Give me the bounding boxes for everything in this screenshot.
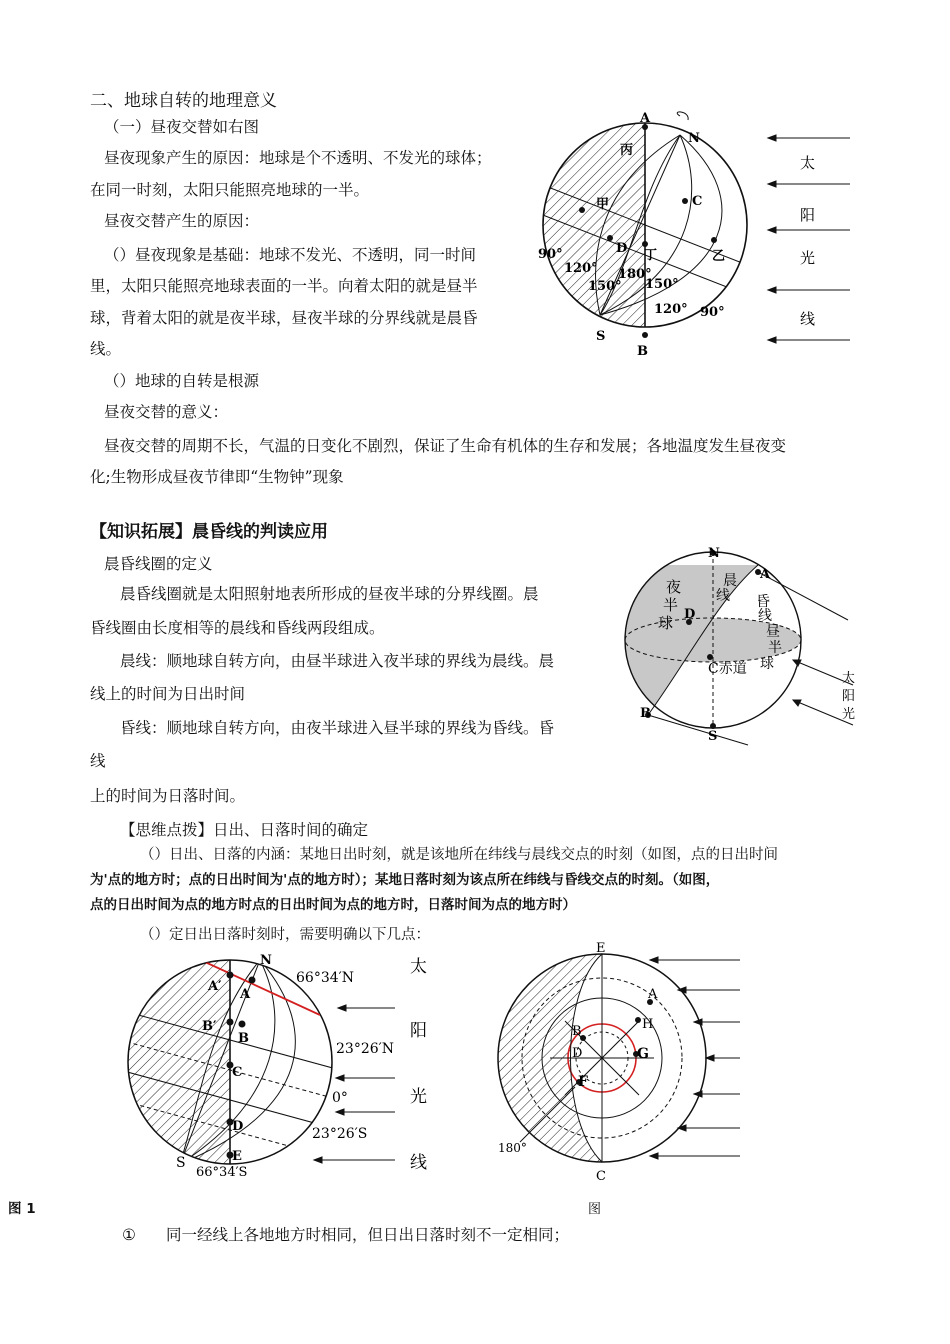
label-d: D xyxy=(684,607,696,622)
label-xian1: 线 xyxy=(716,588,730,604)
dusk-line3: 上的时间为日落时间。 xyxy=(90,787,246,805)
dawn-line1: 晨线：顺地球自转方向，由昼半球进入夜半球的界线为晨线。晨 xyxy=(120,652,555,670)
label-66n: 66°34′N xyxy=(296,970,355,986)
label-c: C xyxy=(232,1065,243,1080)
label-a: A xyxy=(760,567,771,582)
sun-char-1: 太 xyxy=(842,671,856,686)
dusk-line2: 线 xyxy=(90,752,106,770)
label-b: B xyxy=(637,344,648,359)
sunlight-char-2: 阳 xyxy=(800,206,816,224)
sun-tangent-bottom xyxy=(648,715,748,745)
label-a: A xyxy=(640,111,651,126)
sunlight-char-2: 阳 xyxy=(410,1021,427,1041)
label-zhou: 昼 xyxy=(766,624,780,640)
label-150-east: 150° xyxy=(645,277,679,292)
label-h: H xyxy=(642,1017,654,1032)
label-n: N xyxy=(708,546,720,561)
section-title: 二、地球自转的地理意义 xyxy=(90,91,277,111)
thinking-p2: （）定日出日落时刻时，需要明确以下几点： xyxy=(140,927,430,943)
thinking-p1-line2: 为'点的地方时；点的日出时间为'点的地方时）；某地日落时刻为该点所在纬线与昏线交点的时刻。（如图， xyxy=(90,872,720,888)
label-e: E xyxy=(232,1149,242,1164)
figure-caption-1: 图 1 xyxy=(8,1201,36,1217)
label-jia: 甲 xyxy=(596,197,610,212)
paragraph-cause-line2: 在同一时刻，太阳只能照亮地球的一半。 xyxy=(90,181,370,199)
label-90-west: 90° xyxy=(538,247,563,262)
point-jia xyxy=(579,207,585,213)
label-d: D xyxy=(572,1046,583,1061)
label-120-west: 120° xyxy=(564,261,598,276)
label-180: 180° xyxy=(498,1141,527,1155)
sunlight-char-3: 光 xyxy=(800,249,816,267)
paragraph-basis-line2: 里，太阳只能照亮地球表面的一半。向着太阳的就是昼半 xyxy=(90,277,478,295)
label-s: S xyxy=(176,1155,186,1171)
label-d: D xyxy=(232,1119,244,1134)
subsection-day-night: （一）昼夜交替如右图 xyxy=(104,118,260,136)
thinking-p1-line3: 点的日出时间为点的地方时点的日出时间为点的地方时，日落时间为点的地方时） xyxy=(90,897,576,913)
paragraph-basis-line3: 球，背着太阳的就是夜半球，昼夜半球的分界线就是晨昏 xyxy=(90,309,478,327)
label-n: N xyxy=(260,953,272,968)
figure-sunrise-globe xyxy=(120,950,450,1180)
label-b-prime: B′ xyxy=(202,1019,217,1034)
label-ban2: 半 xyxy=(768,640,782,656)
paragraph-significance-line1: 昼夜交替的周期不长，气温的日变化不剧烈，保证了生命有机体的生存和发展；各地温度发生昼夜变 xyxy=(104,437,787,455)
label-g: G xyxy=(637,1046,649,1062)
sunlight-char-3: 光 xyxy=(410,1087,427,1107)
sun-char-3: 光 xyxy=(842,707,856,722)
label-a: A xyxy=(240,987,251,1002)
extension-title: 【知识拓展】晨昏线的判读应用 xyxy=(90,522,328,542)
definition-line2: 昏线圈由长度相等的晨线和昏线两段组成。 xyxy=(90,619,385,637)
dawn-line2: 线上的时间为日出时间 xyxy=(90,685,246,703)
label-90-east: 90° xyxy=(700,305,725,320)
sunlight-char-1: 太 xyxy=(410,957,427,977)
sunlight-char-1: 太 xyxy=(800,154,816,172)
label-e: E xyxy=(596,941,606,956)
label-bing: 丙 xyxy=(620,143,634,158)
thinking-p1-line1: （）日出、日落的内涵：某地日出时刻，就是该地所在纬线与晨线交点的时刻（如图，点的日出时间 xyxy=(140,847,778,863)
label-23s: 23°26′S xyxy=(312,1126,368,1142)
paragraph-rotation-root: （）地球的自转是根源 xyxy=(104,372,260,390)
definition-title: 晨昏线圈的定义 xyxy=(104,555,213,573)
label-xian2: 线 xyxy=(758,608,772,624)
rotation-arrow xyxy=(677,112,688,120)
definition-line1: 晨昏线圈就是太阳照射地表所形成的昼夜半球的分界线圈。晨 xyxy=(120,585,539,603)
paragraph-basis-line4: 线。 xyxy=(90,340,122,358)
label-c: C xyxy=(596,1169,606,1184)
label-a: A xyxy=(648,987,658,1002)
sunlight-char-4: 线 xyxy=(410,1153,427,1173)
label-ye: 夜 xyxy=(666,578,682,596)
label-yi: 乙 xyxy=(712,249,726,264)
thinking-title: 【思维点拨】日出、日落时间的确定 xyxy=(120,821,369,839)
label-b: B xyxy=(572,1024,582,1039)
paragraph-alternation-cause: 昼夜交替产生的原因： xyxy=(104,212,260,230)
label-f: F xyxy=(578,1074,588,1090)
label-23n: 23°26′N xyxy=(336,1041,395,1057)
paragraph-cause-line1: 昼夜现象产生的原因：地球是个不透明、不发光的球体； xyxy=(104,149,492,167)
point-yi xyxy=(711,237,717,243)
label-120-east: 120° xyxy=(654,302,688,317)
label-c-equator: C赤道 xyxy=(708,661,747,677)
item-marker-1: ① xyxy=(122,1226,136,1244)
label-a-prime: A′ xyxy=(208,979,222,994)
figure-day-night-globe xyxy=(530,110,860,360)
figure-caption-2: 图 xyxy=(588,1202,602,1217)
label-qiu2: 球 xyxy=(760,656,774,672)
dusk-line1: 昏线：顺地球自转方向，由夜半球进入昼半球的界线为昏线。昏 xyxy=(120,719,555,737)
label-s: S xyxy=(596,329,606,344)
label-c: C xyxy=(692,194,703,209)
label-150-west: 150° xyxy=(588,279,622,294)
point-b xyxy=(642,332,648,338)
paragraph-significance-title: 昼夜交替的意义： xyxy=(104,403,229,421)
sun-char-2: 阳 xyxy=(842,689,856,704)
label-chen: 晨 xyxy=(723,573,737,589)
label-ban: 半 xyxy=(663,596,679,614)
point-d xyxy=(607,235,613,241)
paragraph-significance-line2: 化;生物形成昼夜节律即“生物钟”现象 xyxy=(90,468,344,486)
label-180: 180° xyxy=(618,267,652,282)
label-0: 0° xyxy=(332,1090,348,1106)
label-hun: 昏 xyxy=(756,594,770,610)
label-qiu: 球 xyxy=(658,614,674,632)
label-b: B xyxy=(640,706,651,721)
item-1-text: 同一经线上各地地方时相同，但日出日落时刻不一定相同； xyxy=(166,1226,570,1244)
figure-terminator-globe xyxy=(608,540,868,750)
label-ding: 丁 xyxy=(644,248,658,263)
sunlight-char-4: 线 xyxy=(800,310,816,328)
label-d: D xyxy=(616,241,628,256)
label-66s: 66°34′S xyxy=(196,1165,248,1180)
label-s: S xyxy=(708,729,718,744)
figure-polar-view xyxy=(490,942,750,1190)
point-ding xyxy=(642,241,648,247)
paragraph-basis-line1: （）昼夜现象是基础：地球不发光、不透明，同一时间 xyxy=(104,246,477,264)
label-b: B xyxy=(238,1031,249,1046)
point-c xyxy=(682,198,688,204)
label-n: N xyxy=(688,131,700,146)
